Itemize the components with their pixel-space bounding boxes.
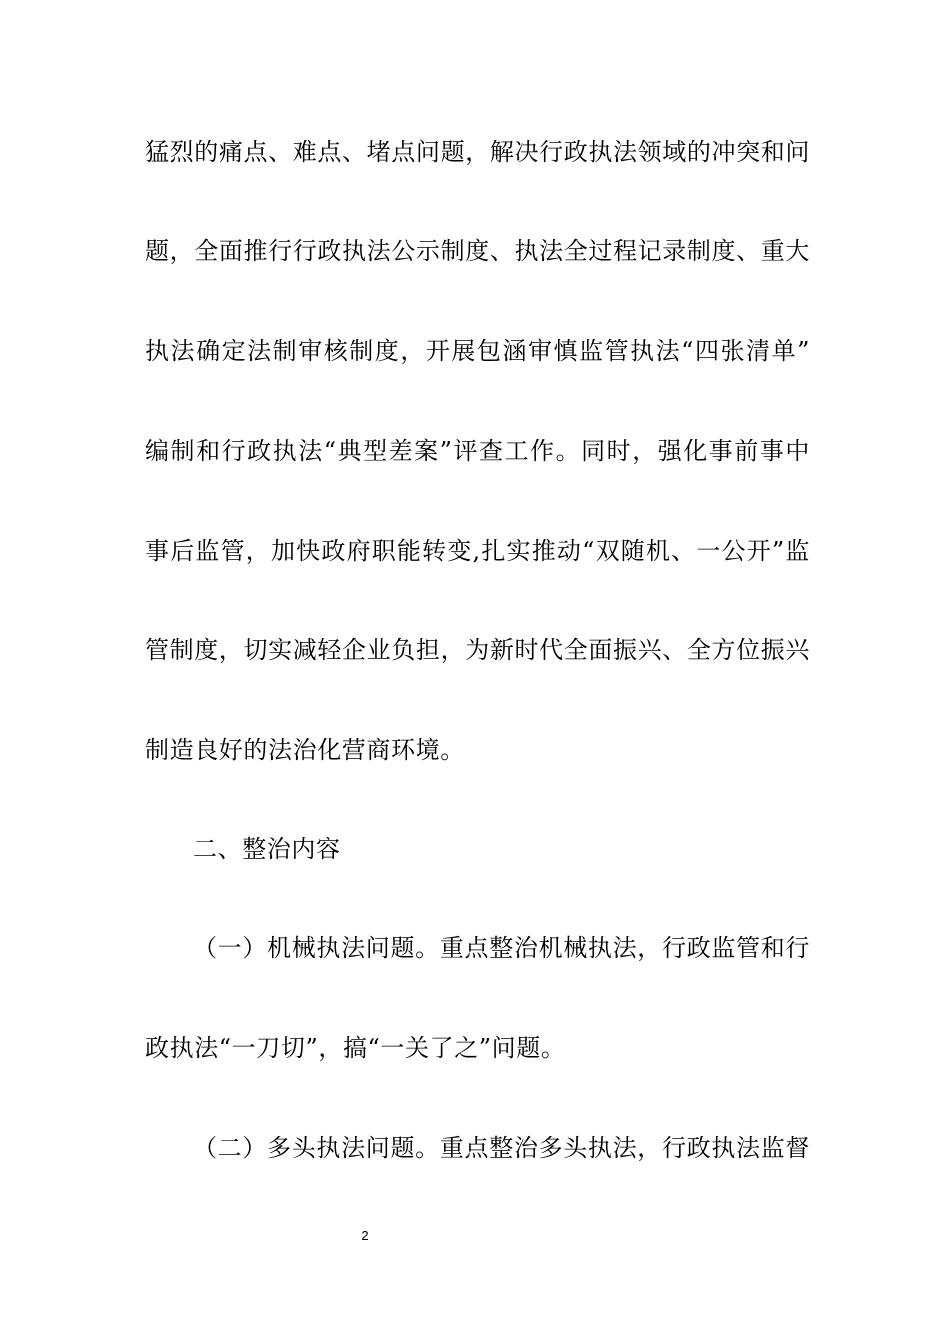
body-text-line-2: 题，全面推行行政执法公示制度、执法全过程记录制度、重大 xyxy=(145,237,810,265)
body-text-line-4: 编制和行政执法“典型差案”评查工作。同时，强化事前事中 xyxy=(145,437,810,465)
section-heading: 二、整治内容 xyxy=(193,835,341,863)
body-text-line-5: 事后监管，加快政府职能转变,扎实推动“双随机、一公开”监 xyxy=(145,537,810,565)
body-text-line-3: 执法确定法制审核制度，开展包涵审慎监管执法“四张清单” xyxy=(145,337,810,365)
page-number: 2 xyxy=(361,1228,369,1243)
body-text-line-10: 政执法“一刀切”，搞“一关了之”问题。 xyxy=(145,1034,566,1062)
body-text-line-1: 猛烈的痛点、难点、堵点问题，解决行政执法领域的冲突和问 xyxy=(145,138,810,166)
body-text-line-6: 管制度，切实减轻企业负担，为新时代全面振兴、全方位振兴 xyxy=(145,636,810,664)
body-text-line-7: 制造良好的法治化营商环境。 xyxy=(145,736,465,764)
body-text-line-9: （一）机械执法问题。重点整治机械执法，行政监管和行 xyxy=(193,934,810,962)
body-text-line-11: （二）多头执法问题。重点整治多头执法，行政执法监督 xyxy=(193,1134,810,1162)
